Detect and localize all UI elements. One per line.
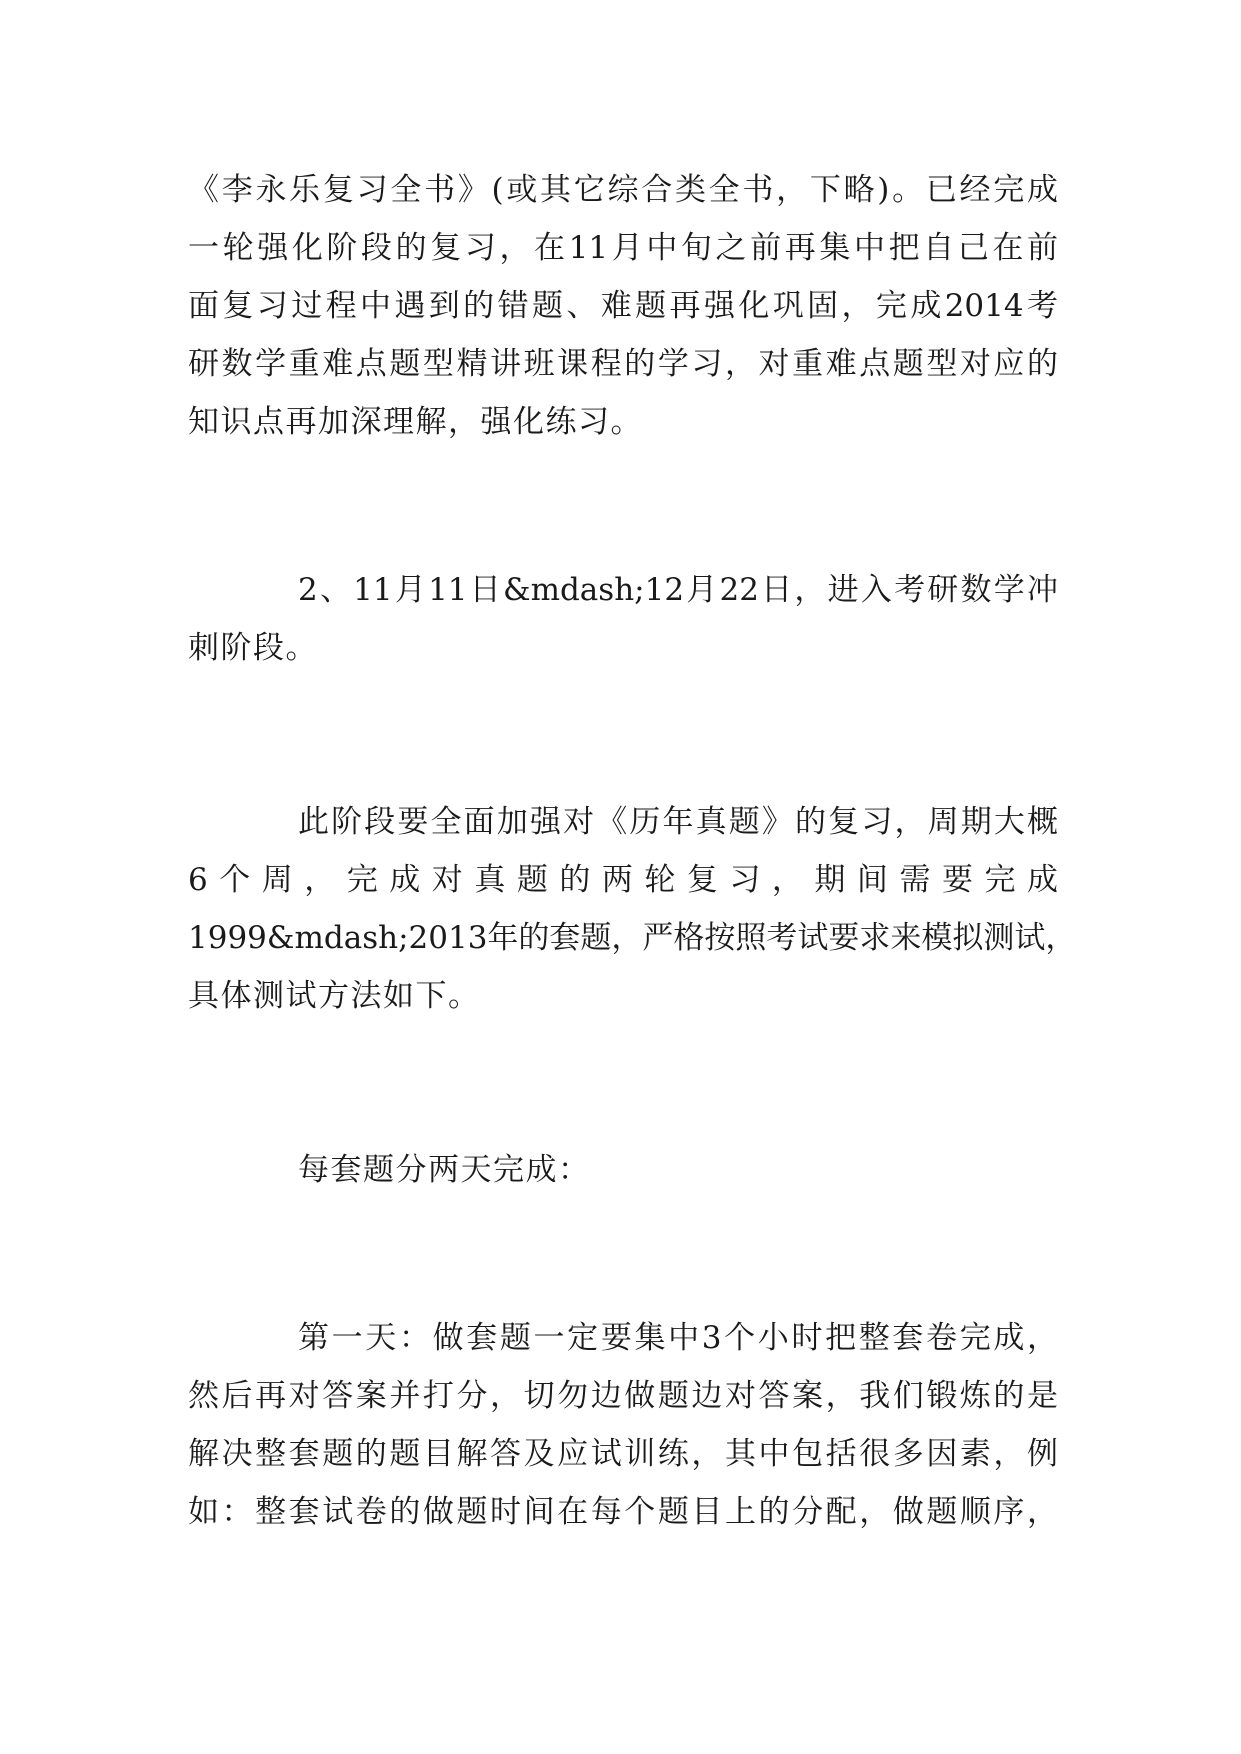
text-line: 1999&mdash;2013年的套题，严格按照考试要求来模拟测试， bbox=[188, 920, 1077, 956]
text-line: 一轮强化阶段的复习，在11月中旬之前再集中把自己在前 bbox=[188, 230, 1058, 266]
text-line: 第一天：做套题一定要集中3个小时把整套卷完成， bbox=[298, 1320, 1058, 1356]
text-line: 研数学重难点题型精讲班课程的学习，对重难点题型对应的 bbox=[188, 346, 1058, 382]
text-line: 此阶段要全面加强对《历年真题》的复习，周期大概 bbox=[298, 804, 1058, 840]
text-line: 知识点再加深理解，强化练习。 bbox=[188, 404, 643, 440]
text-line: 刺阶段。 bbox=[188, 630, 318, 666]
text-line: 《李永乐复习全书》(或其它综合类全书，下略)。已经完成 bbox=[188, 172, 1058, 208]
text-line: 解决整套题的题目解答及应试训练，其中包括很多因素，例 bbox=[188, 1436, 1058, 1472]
text-line: 然后再对答案并打分，切勿边做题边对答案，我们锻炼的是 bbox=[188, 1378, 1058, 1414]
text-line: 6个周，完成对真题的两轮复习，期间需要完成 bbox=[188, 862, 1058, 898]
text-line: 面复习过程中遇到的错题、难题再强化巩固，完成2014考 bbox=[188, 288, 1058, 324]
text-line: 如：整套试卷的做题时间在每个题目上的分配，做题顺序， bbox=[188, 1494, 1058, 1530]
text-line: 2、11月11日&mdash;12月22日，进入考研数学冲 bbox=[298, 572, 1058, 608]
text-line: 每套题分两天完成： bbox=[298, 1152, 591, 1188]
text-line: 具体测试方法如下。 bbox=[188, 978, 481, 1014]
